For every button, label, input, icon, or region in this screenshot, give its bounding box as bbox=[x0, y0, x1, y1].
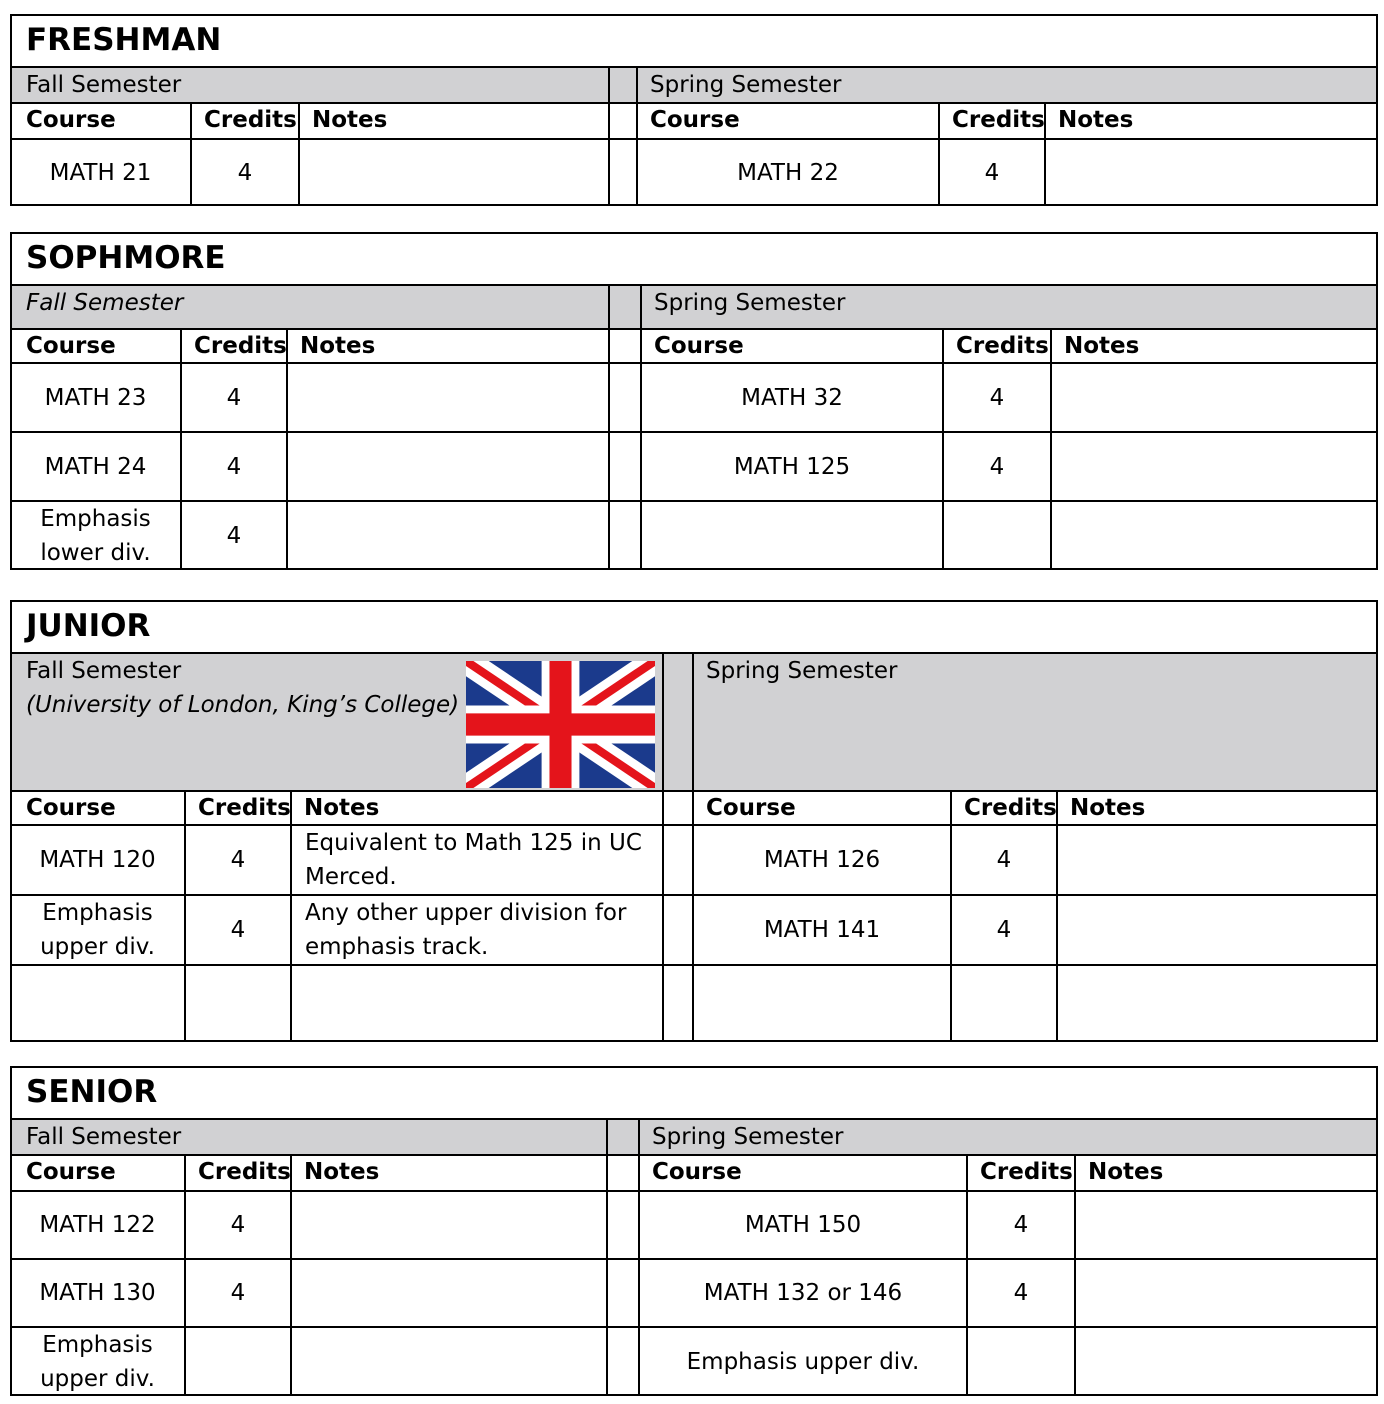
freshman-gap-rule bbox=[636, 67, 638, 206]
course-cell: MATH 126 bbox=[763, 847, 881, 873]
course-cell: MATH 125 bbox=[733, 453, 851, 480]
sophmore-spring-semester-label: Spring Semester bbox=[654, 290, 846, 316]
course-cell: Emphasis upper div. bbox=[686, 1348, 920, 1375]
sophmore-fall-semester-label: Fall Semester bbox=[26, 290, 184, 316]
junior-rule bbox=[10, 652, 1378, 654]
junior-spring-semester-label: Spring Semester bbox=[706, 658, 898, 684]
junior-title: JUNIOR bbox=[26, 608, 151, 644]
notes-cell bbox=[1071, 895, 1370, 965]
credits-cell bbox=[951, 965, 1057, 1042]
course-cell bbox=[16, 965, 179, 1042]
notes-cell bbox=[305, 1327, 599, 1396]
junior-fall-semester-label: Fall Semester bbox=[26, 658, 182, 684]
freshman-spring-semester-label: Spring Semester bbox=[650, 72, 842, 98]
course-cell: MATH 32 bbox=[741, 384, 843, 411]
course-cell: Emphasis upper div. bbox=[40, 1331, 155, 1392]
junior-fall-credits-header: Credits bbox=[198, 795, 291, 821]
notes-cell bbox=[301, 432, 601, 501]
credits-cell: 4 bbox=[226, 522, 242, 549]
notes-cell bbox=[313, 139, 601, 206]
notes-cell bbox=[1089, 1259, 1370, 1327]
credits-cell: 4 bbox=[230, 847, 246, 873]
notes-cell bbox=[1089, 1327, 1370, 1396]
credits-cell bbox=[943, 501, 1051, 570]
senior-fall-credits-header: Credits bbox=[198, 1159, 291, 1185]
senior-spring-notes-header: Notes bbox=[1088, 1159, 1164, 1185]
junior-fall-semester-subtitle: (University of London, King’s College) bbox=[26, 692, 460, 718]
course-cell: MATH 150 bbox=[744, 1212, 862, 1238]
freshman-fall-notes-header: Notes bbox=[312, 107, 388, 133]
credits-cell: 4 bbox=[230, 1212, 246, 1238]
credits-cell: 4 bbox=[230, 1280, 246, 1306]
senior-fall-notes-header: Notes bbox=[304, 1159, 380, 1185]
notes-cell: Equivalent to Math 125 in UC Merced. bbox=[305, 830, 642, 890]
senior-gap-rule bbox=[606, 1119, 608, 1396]
sophmore-fall-notes-header: Notes bbox=[300, 333, 376, 359]
credits-cell bbox=[185, 1327, 291, 1396]
freshman-spring-credits-header: Credits bbox=[952, 107, 1045, 133]
credits-cell: 4 bbox=[996, 917, 1012, 943]
sophmore-fall-course-header: Course bbox=[26, 333, 116, 359]
junior-gap-rule bbox=[692, 653, 694, 1042]
notes-cell bbox=[305, 1191, 599, 1259]
senior-fall-course-header: Course bbox=[26, 1159, 116, 1185]
junior-spring-notes-header: Notes bbox=[1070, 795, 1146, 821]
sophmore-spring-course-header: Course bbox=[654, 333, 744, 359]
notes-cell bbox=[1059, 139, 1370, 206]
senior-spring-semester-label: Spring Semester bbox=[652, 1124, 844, 1150]
course-cell: MATH 23 bbox=[44, 384, 147, 411]
freshman-fall-course-header: Course bbox=[26, 107, 116, 133]
course-cell bbox=[647, 501, 937, 570]
notes-cell bbox=[301, 363, 601, 432]
junior-gap-rule bbox=[662, 653, 664, 1042]
credits-cell: 4 bbox=[1013, 1212, 1029, 1238]
course-cell: MATH 22 bbox=[737, 159, 839, 186]
freshman-fall-credits-header: Credits bbox=[204, 107, 297, 133]
course-cell: MATH 141 bbox=[763, 917, 881, 943]
junior-spring-course-header: Course bbox=[706, 795, 796, 821]
notes-cell bbox=[1071, 825, 1370, 895]
sophmore-fall-credits-header: Credits bbox=[194, 333, 287, 359]
freshman-title: FRESHMAN bbox=[26, 22, 222, 58]
course-cell: MATH 21 bbox=[49, 159, 152, 186]
credits-cell bbox=[967, 1327, 1075, 1396]
notes-cell bbox=[305, 965, 655, 1042]
credits-cell: 4 bbox=[226, 453, 242, 480]
course-cell bbox=[699, 965, 945, 1042]
credits-cell: 4 bbox=[237, 159, 253, 186]
sophmore-gap-header-bar bbox=[610, 286, 641, 329]
notes-cell bbox=[305, 1259, 599, 1327]
freshman-gap-rule bbox=[608, 67, 610, 206]
course-cell: MATH 130 bbox=[39, 1280, 156, 1306]
freshman-fall-semester-label: Fall Semester bbox=[26, 72, 182, 98]
credits-cell: 4 bbox=[989, 384, 1005, 411]
sophmore-gap-rule bbox=[640, 285, 642, 570]
freshman-spring-notes-header: Notes bbox=[1058, 107, 1134, 133]
notes-cell bbox=[1071, 965, 1370, 1042]
freshman-gap-header-bar bbox=[610, 68, 637, 103]
sophmore-gap-rule bbox=[608, 285, 610, 570]
credits-cell: 4 bbox=[1013, 1280, 1029, 1306]
credits-cell: 4 bbox=[989, 453, 1005, 480]
notes-cell: Any other upper division for emphasis track. bbox=[305, 900, 627, 960]
course-cell: Emphasis lower div. bbox=[40, 505, 151, 566]
course-cell: Emphasis upper div. bbox=[40, 900, 155, 960]
credits-cell: 4 bbox=[996, 847, 1012, 873]
senior-spring-credits-header: Credits bbox=[980, 1159, 1073, 1185]
credits-cell: 4 bbox=[230, 917, 246, 943]
sophmore-spring-notes-header: Notes bbox=[1064, 333, 1140, 359]
senior-gap-rule bbox=[638, 1119, 640, 1396]
course-cell: MATH 24 bbox=[44, 453, 147, 480]
credits-cell: 4 bbox=[984, 159, 1000, 186]
sophmore-title: SOPHMORE bbox=[26, 240, 226, 276]
senior-fall-semester-label: Fall Semester bbox=[26, 1124, 182, 1150]
notes-cell bbox=[1065, 501, 1370, 570]
course-cell: MATH 120 bbox=[39, 847, 156, 873]
junior-gap-header-bar bbox=[664, 654, 693, 791]
junior-fall-notes-header: Notes bbox=[304, 795, 380, 821]
senior-spring-course-header: Course bbox=[652, 1159, 742, 1185]
junior-spring-credits-header: Credits bbox=[964, 795, 1057, 821]
united-kingdom-flag-icon bbox=[466, 661, 655, 788]
course-cell: MATH 122 bbox=[39, 1212, 156, 1238]
junior-fall-course-header: Course bbox=[26, 795, 116, 821]
notes-cell bbox=[1089, 1191, 1370, 1259]
credits-cell: 4 bbox=[226, 384, 242, 411]
senior-title: SENIOR bbox=[26, 1074, 158, 1110]
credits-cell bbox=[185, 965, 291, 1042]
course-cell: MATH 132 or 146 bbox=[703, 1280, 903, 1306]
notes-cell bbox=[1065, 432, 1370, 501]
notes-cell bbox=[1065, 363, 1370, 432]
sophmore-spring-credits-header: Credits bbox=[956, 333, 1049, 359]
freshman-spring-course-header: Course bbox=[650, 107, 740, 133]
notes-cell bbox=[301, 501, 601, 570]
senior-gap-header-bar bbox=[608, 1120, 639, 1155]
